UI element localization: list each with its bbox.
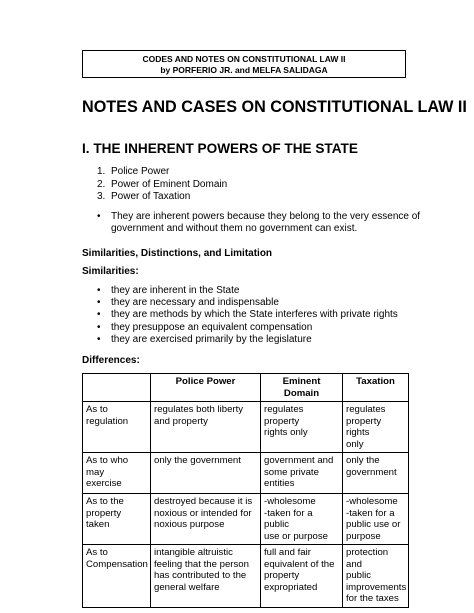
table-cell: only the government bbox=[343, 453, 409, 494]
table-header-row bbox=[83, 374, 409, 402]
table-header-cell: Eminent Domain bbox=[261, 374, 343, 402]
header-line-1: CODES AND NOTES ON CONSTITUTIONAL LAW II bbox=[142, 54, 346, 64]
table-cell: As to regulation bbox=[83, 402, 151, 453]
bullet-icon: • bbox=[97, 309, 101, 321]
table-row bbox=[83, 402, 409, 453]
list-item bbox=[97, 322, 398, 334]
bullet-icon: • bbox=[97, 321, 101, 333]
list-item bbox=[97, 166, 227, 179]
table-cell: regulates property rights only bbox=[343, 402, 409, 453]
table-row bbox=[83, 545, 409, 608]
list-item bbox=[97, 191, 227, 204]
similarities-list bbox=[97, 285, 398, 346]
differences-label: Differences: bbox=[82, 355, 140, 366]
table-cell: As to who may exercise bbox=[83, 453, 151, 494]
table-cell: -wholesome -taken for a public use or purpose bbox=[261, 494, 343, 545]
differences-table bbox=[82, 373, 409, 608]
list-item bbox=[97, 309, 398, 321]
list-item bbox=[97, 297, 398, 309]
table-cell: -wholesome -taken for a public use or purpose bbox=[343, 494, 409, 545]
list-item-text: they are necessary and indispensable bbox=[111, 297, 279, 309]
table-header-cell: Taxation bbox=[343, 374, 409, 402]
list-item bbox=[97, 285, 398, 297]
list-item-text: Power of Eminent Domain bbox=[111, 178, 228, 190]
list-number: 2. bbox=[97, 178, 106, 190]
bullet-icon: • bbox=[97, 333, 101, 345]
list-item-text: Power of Taxation bbox=[111, 191, 191, 202]
table-cell: As to Compensation bbox=[83, 545, 151, 608]
document-title: NOTES AND CASES ON CONSTITUTIONAL LAW II bbox=[82, 98, 467, 116]
table-header-cell bbox=[83, 374, 151, 402]
list-item-text: government and without them no government can exist. bbox=[111, 223, 358, 235]
table-header-cell: Police Power bbox=[151, 374, 261, 402]
table-row bbox=[83, 453, 409, 494]
bullet-icon: • bbox=[97, 285, 101, 296]
header-line-2: by PORFERIO JR. and MELFA SALIDAGA bbox=[160, 65, 328, 75]
document-header-box bbox=[82, 50, 406, 78]
list-item bbox=[97, 179, 227, 192]
table-cell: full and fair equivalent of the property expropriated bbox=[261, 545, 343, 608]
list-item bbox=[97, 334, 398, 346]
list-item-text: they are exercised primarily by the legislature bbox=[111, 333, 312, 345]
table-cell: only the government bbox=[151, 453, 261, 494]
section-heading: I. THE INHERENT POWERS OF THE STATE bbox=[82, 141, 358, 156]
table-cell: As to the property taken bbox=[83, 494, 151, 545]
list-number: 1. bbox=[97, 166, 106, 177]
powers-list bbox=[97, 166, 227, 204]
list-number: 3. bbox=[97, 191, 106, 202]
table-cell: government and some private entities bbox=[261, 453, 343, 494]
table-cell: regulates property rights only bbox=[261, 402, 343, 453]
similarities-label: Similarities: bbox=[82, 266, 139, 277]
table-row bbox=[83, 494, 409, 545]
list-item-text: they are inherent in the State bbox=[111, 285, 240, 296]
list-item bbox=[97, 211, 420, 223]
similarities-heading: Similarities, Distinctions, and Limitation bbox=[82, 248, 273, 259]
bullet-icon: • bbox=[97, 211, 101, 222]
list-item-text: Police Power bbox=[111, 166, 170, 177]
list-item-continuation bbox=[97, 223, 420, 235]
table-cell: destroyed because it is noxious or intended for noxious purpose bbox=[151, 494, 261, 545]
table-cell: protection and public improvements for the taxes bbox=[343, 545, 409, 608]
list-item-text: they are methods by which the State interferes with private rights bbox=[111, 309, 398, 321]
list-item-text: they presuppose an equivalent compensation bbox=[111, 321, 313, 333]
table-cell: regulates both liberty and property bbox=[151, 402, 261, 453]
table-cell: intangible altruistic feeling that the person has contributed to the general welfare bbox=[151, 545, 261, 608]
list-item-text: They are inherent powers because they belong to the very essence of bbox=[111, 211, 421, 222]
bullet-icon: • bbox=[97, 297, 101, 309]
intro-bullet-list bbox=[97, 211, 420, 235]
